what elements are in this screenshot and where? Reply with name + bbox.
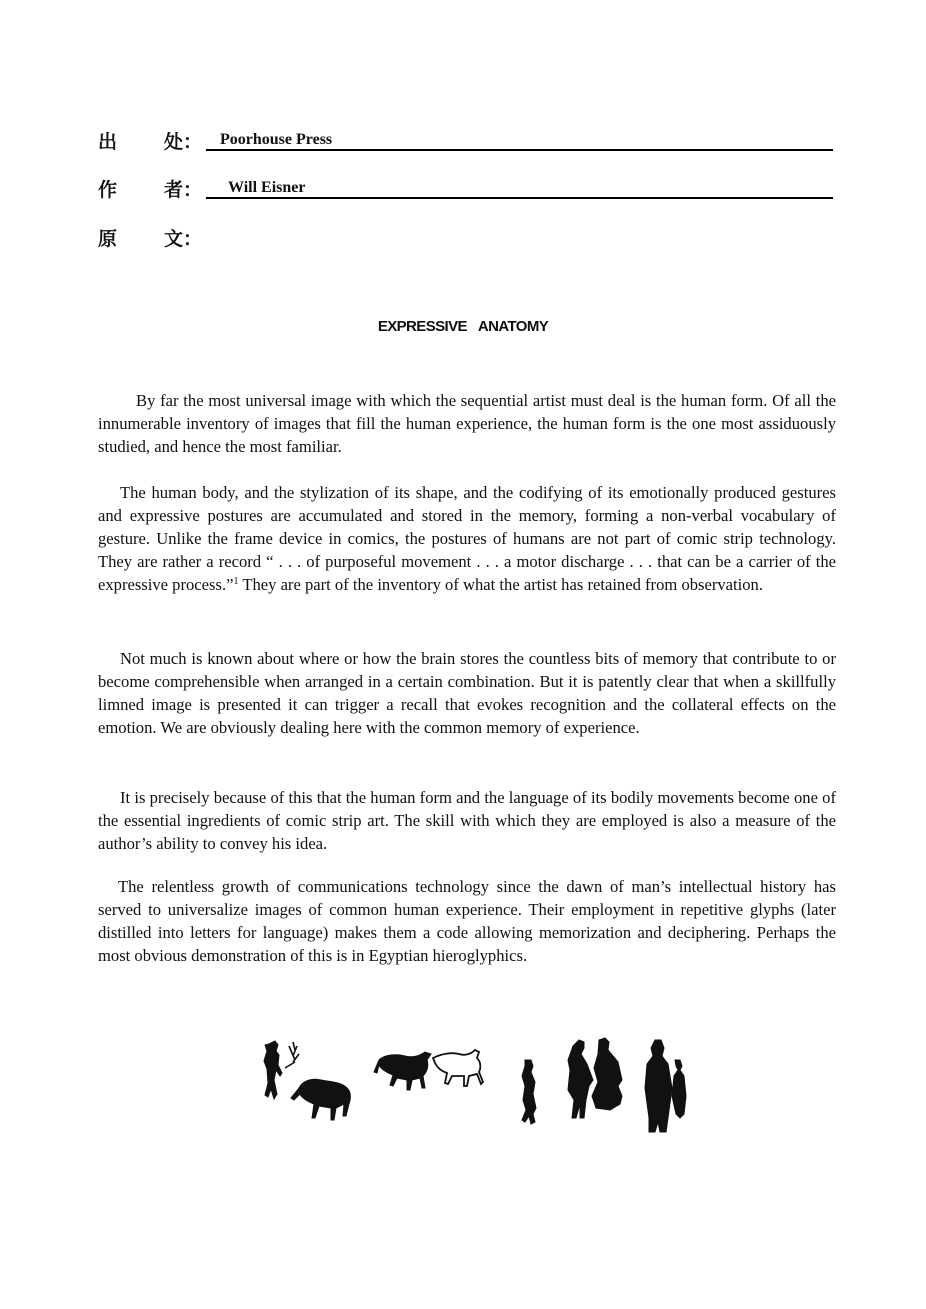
paragraph-1 xyxy=(98,389,836,458)
paragraph-5 xyxy=(98,875,836,967)
article-title: EXPRESSIVE ANATOMY xyxy=(377,318,549,335)
paragraph-2 xyxy=(98,481,836,596)
paragraph-2-text: The human body, and the stylization of its shape, and the codifying of its emotionally produced gestures and expressive postures are accumulated and stored in the memory, forming a non-verbal vocabulary of gesture. Unlike the frame device in comics, the postures of humans are not part of comic strip technology. They are rather a record “ . . . of purposeful movement . . . a motor discharge . . . that can be a carrier of the expressive process.” xyxy=(98,483,836,594)
paragraph-5-text: The relentless growth of communications technology since the dawn of man’s intellectual history has served to universalize images of common human experience. Their employment in repetitive glyphs (later distilled into letters for language) makes them a code allowing memorization and deciphering. Perhaps the most obvious demonstration of this is in Egyptian hieroglyphics. xyxy=(98,877,836,965)
paragraph-4 xyxy=(98,786,836,855)
paragraph-3 xyxy=(98,647,836,739)
author-value: Will Eisner xyxy=(228,179,306,196)
author-underline xyxy=(206,197,833,199)
author-label-char-2: 者： xyxy=(164,179,203,201)
footnote-mark: 1 xyxy=(233,576,239,587)
robed-figures-icon xyxy=(645,1040,686,1132)
source-underline xyxy=(206,149,833,151)
cave-glyphs-figure xyxy=(255,1030,695,1140)
original-label-char-2: 文： xyxy=(164,228,203,250)
paragraph-3-text: Not much is known about where or how the brain stores the countless bits of memory that contribute to or become comprehensible when arranged in a certain combination. But it is patently clear that when a skillfully limned image is presented it can trigger a recall that evokes recognition and the collateral effects on the emotion. We are obviously dealing here with the common memory of experience. xyxy=(98,649,836,737)
dancing-figures-icon xyxy=(568,1038,622,1118)
author-label-char-1: 作 xyxy=(98,179,118,201)
source-label-char-1: 出 xyxy=(98,131,118,153)
hunter-with-bison-icon xyxy=(264,1041,350,1120)
paragraph-1-text: By far the most universal image with which the sequential artist must deal is the human form. Of all the innumerable inventory of images that fill the human experience, the human form is the one most assiduously studied, and hence the most familiar. xyxy=(98,391,836,456)
source-label-char-2: 处： xyxy=(164,131,203,153)
paragraph-2-tail: They are part of the inventory of what the artist has retained from observation. xyxy=(242,575,764,594)
source-value: Poorhouse Press xyxy=(220,131,333,148)
standing-figure-icon xyxy=(522,1060,536,1124)
original-label-char-1: 原 xyxy=(98,228,118,250)
author-row xyxy=(98,175,838,205)
paragraph-4-text: It is precisely because of this that the human form and the language of its bodily movements become one of the essential ingredients of comic strip art. The skill with which they are employed is also a measure of the author’s ability to convey his idea. xyxy=(98,788,836,853)
source-row xyxy=(98,127,838,157)
running-animals-icon xyxy=(374,1050,483,1090)
original-row xyxy=(98,224,298,254)
